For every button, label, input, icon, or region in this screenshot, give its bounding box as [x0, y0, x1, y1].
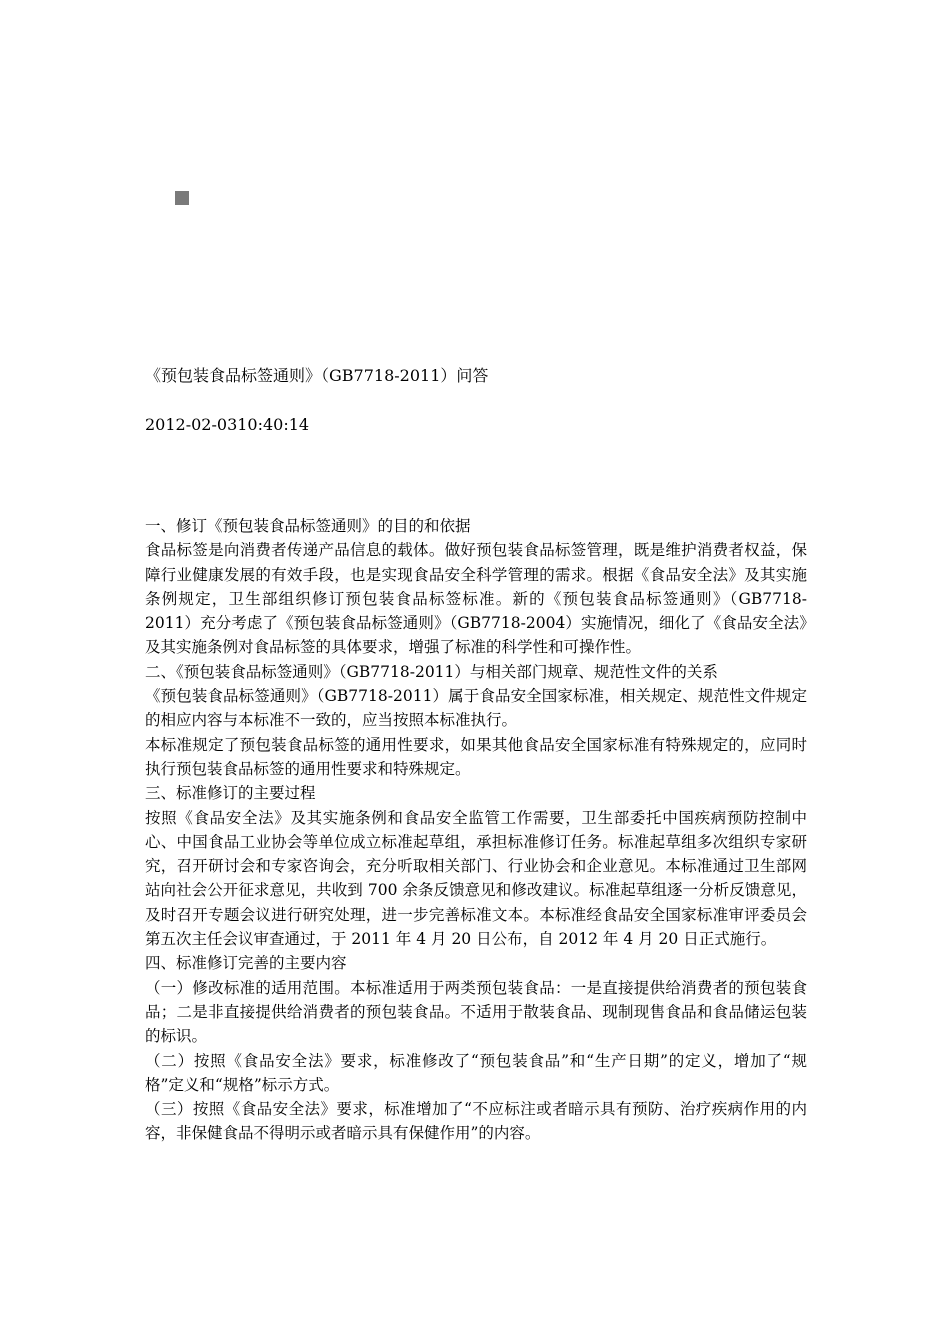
- document-body: [145, 514, 807, 1146]
- paragraph-5: （一）修改标准的适用范围。本标准适用于两类预包装食品：一是直接提供给消费者的预包装食品；二是非直接提供给消费者的预包装食品。不适用于散装食品、现制现售食品和食品储运包装的标识。: [145, 978, 807, 1046]
- document-date: 2012-02-0310:40:14: [145, 415, 310, 434]
- section-heading-3: 三、标准修订的主要过程: [145, 784, 316, 803]
- paragraph-3: 本标准规定了预包装食品标签的通用性要求，如果其他食品安全国家标准有特殊规定的，应同时执行预包装食品标签的通用性要求和特殊规定。: [145, 735, 807, 778]
- paragraph-4: 按照《食品安全法》及其实施条例和食品安全监管工作需要，卫生部委托中国疾病预防控制中心、中国食品工业协会等单位成立标准起草组，承担标准修订任务。标准起草组多次组织专家研究，召开研讨会和专家咨询会，充分听取相关部门、行业协会和企业意见。本标准通过卫生部网站向社会公开征求意见，共收到 700 余条反馈意见和修改建议。标准起草组逐一分析反馈意见，及时召开专题会议进行研究处理，进一步完善标准文本。本标准经食品安全国家标准审评委员会第五次主任会议审查通过，于 2011 年 4 月 20 日公布，自 2012 年 4 月 20 日正式施行。: [145, 808, 807, 949]
- paragraph-6: （二）按照《食品安全法》要求，标准修改了“预包装食品”和“生产日期”的定义，增加了“规格”定义和“规格”标示方式。: [145, 1051, 807, 1094]
- paragraph-2: 《预包装食品标签通则》（GB7718-2011）属于食品安全国家标准，相关规定、规范性文件规定的相应内容与本标准不一致的，应当按照本标准执行。: [145, 687, 807, 730]
- square-bullet-icon: [175, 191, 189, 205]
- section-heading-4: 四、标准修订完善的主要内容: [145, 954, 347, 973]
- paragraph-7: （三）按照《食品安全法》要求，标准增加了“不应标注或者暗示具有预防、治疗疾病作用的内容，非保健食品不得明示或者暗示具有保健作用”的内容。: [145, 1100, 807, 1143]
- paragraph-1: 食品标签是向消费者传递产品信息的载体。做好预包装食品标签管理，既是维护消费者权益，保障行业健康发展的有效手段，也是实现食品安全科学管理的需求。根据《食品安全法》及其实施条例规定，卫生部组织修订预包装食品标签标准。新的《预包装食品标签通则》（GB7718-2011）充分考虑了《预包装食品标签通则》（GB7718-2004）实施情况，细化了《食品安全法》及其实施条例对食品标签的具体要求，增强了标准的科学性和可操作性。: [145, 541, 807, 657]
- section-heading-1: 一、修订《预包装食品标签通则》的目的和依据: [145, 517, 471, 535]
- document-title: 《预包装食品标签通则》（GB7718-2011）问答: [145, 366, 489, 385]
- section-heading-2: 二、《预包装食品标签通则》（GB7718-2011）与相关部门规章、规范性文件的关系: [145, 662, 718, 681]
